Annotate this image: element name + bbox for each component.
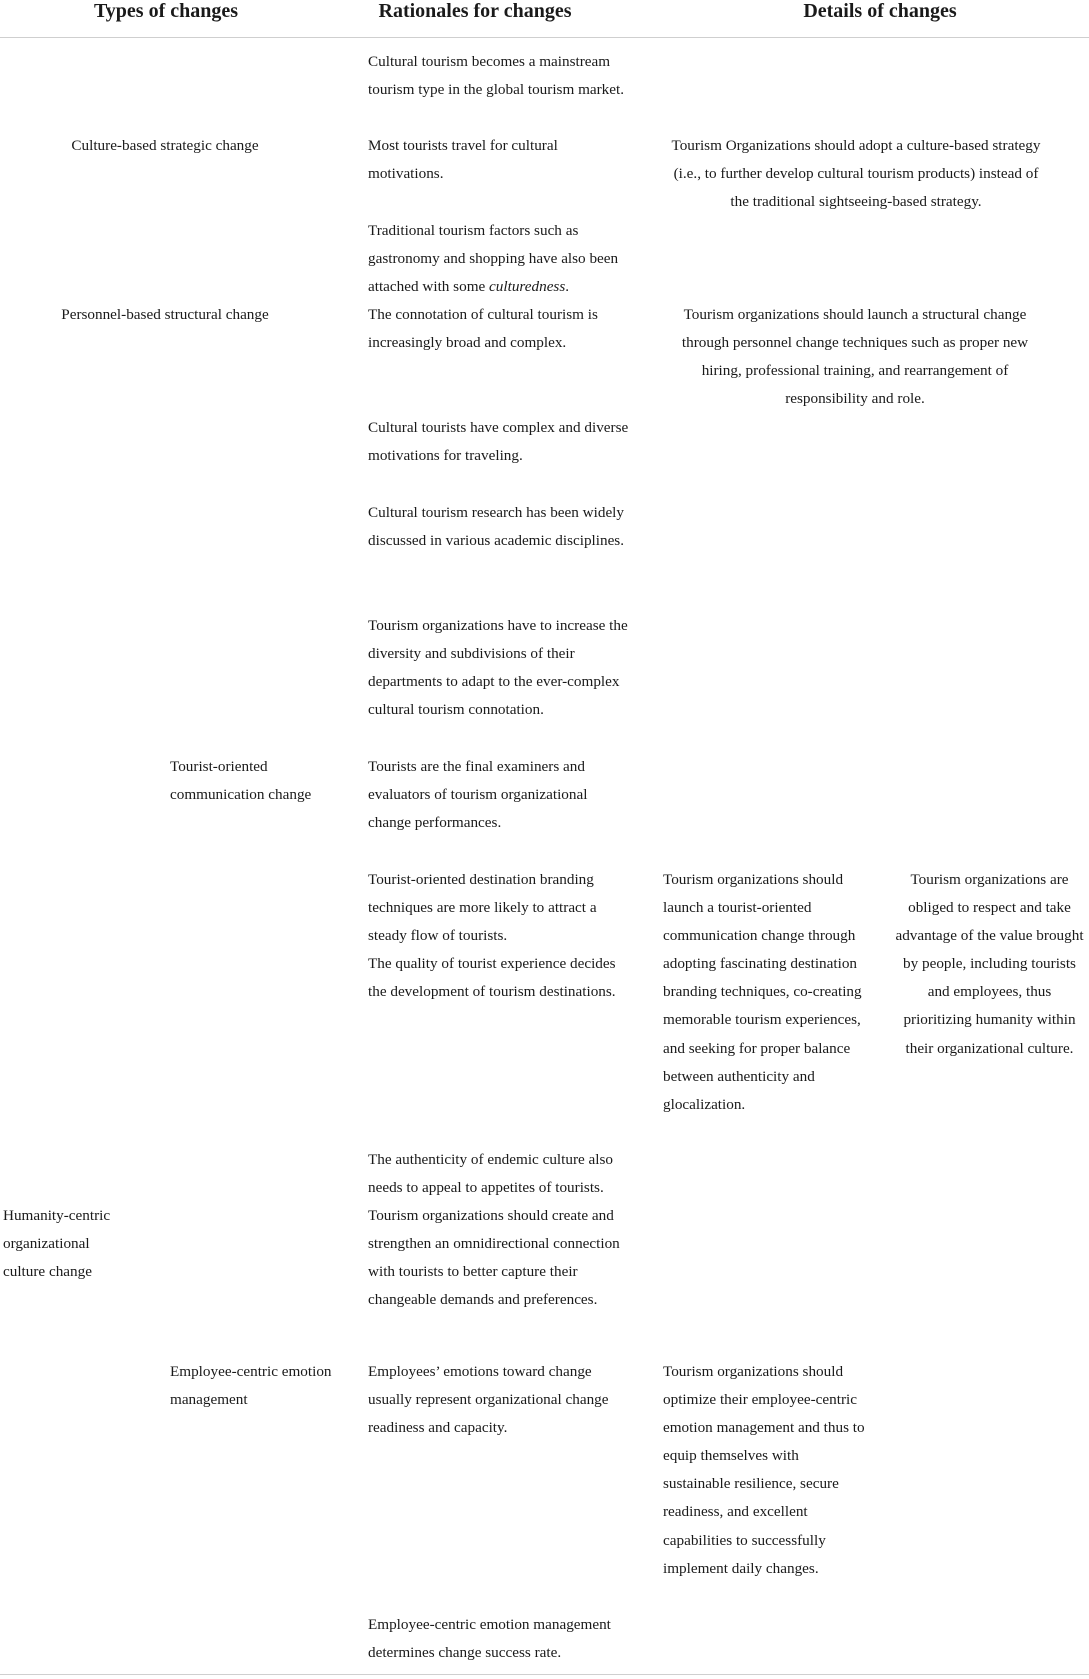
rationale-culturedness-end: . [565, 278, 570, 296]
header-types-of-changes: Types of changes [93, 0, 239, 22]
type-humanity-centric-organizational-culture-change: Humanity-centric organizational culture change [3, 1207, 111, 1281]
rationale-destination-branding: Tourist-oriented destination branding techniques are more likely to attract a steady flow of tourists. [368, 871, 597, 945]
detail-employee-emotion-management: Tourism organizations should optimize their employee-centric emotion management and thus to equip themselves with sustainable resilience, secure readiness, and excellent capabilities to successfully implement daily changes. [663, 1363, 865, 1577]
rationale-tourists-evaluators: Tourists are the final examiners and evaluators of tourism organizational change performances. [368, 758, 588, 832]
header-rationales-for-changes: Rationales for changes [378, 0, 572, 22]
header-rule [0, 37, 1089, 38]
detail-culture-based-strategy: Tourism Organizations should adopt a culture-based strategy (i.e., to further develop cultural tourism products) instead of the traditional sightseeing-based strategy. [671, 137, 1041, 211]
header-details-of-changes: Details of changes [803, 0, 957, 22]
rationale-culturedness-text: Traditional tourism factors such as gastronomy and shopping have also been attached with some [368, 222, 619, 296]
rationale-department-diversity: Tourism organizations have to increase the diversity and subdivisions of their departments to adapt to the ever-complex cultural tourism connotation. [368, 617, 628, 719]
rationale-omnidirectional-connection: Tourism organizations should create and strengthen an omnidirectional connection with tourists to better capture their changeable demands and preferences. [368, 1207, 620, 1309]
type-tourist-oriented-communication-change: Tourist-oriented communication change [170, 758, 312, 804]
bottom-rule [0, 1674, 1089, 1675]
rationale-tourist-experience: The quality of tourist experience decides the development of tourism destinations. [368, 955, 616, 1001]
rationale-emotion-management-success: Employee-centric emotion management determines change success rate. [368, 1616, 611, 1662]
rationale-employee-emotions: Employees’ emotions toward change usually represent organizational change readiness and capacity. [368, 1363, 609, 1437]
rationale-endemic-authenticity: The authenticity of endemic culture also needs to appeal to appetites of tourists. [368, 1151, 614, 1197]
type-personnel-based-structural-change: Personnel-based structural change [61, 306, 269, 323]
type-culture-based-strategic-change: Culture-based strategic change [71, 137, 259, 154]
detail-tourist-oriented-communication: Tourism organizations should launch a tourist-oriented communication change through adopting fascinating destination branding techniques, co-creating memorable tourism experiences, and seeking for proper balance between authenticity and glocalization. [663, 871, 862, 1113]
rationale-complex-motivations: Cultural tourists have complex and diverse motivations for traveling. [368, 419, 629, 465]
type-employee-centric-emotion-management: Employee-centric emotion management [170, 1363, 332, 1409]
rationale-culturedness [368, 217, 630, 301]
detail-structural-change: Tourism organizations should launch a structural change through personnel change techniques such as proper new hiring, professional training, and rearrangement of responsibility and role. [681, 306, 1029, 408]
rationale-academic-disciplines: Cultural tourism research has been widely discussed in various academic disciplines. [368, 504, 625, 550]
rationale-cultural-motivations: Most tourists travel for cultural motivations. [368, 137, 558, 183]
rationale-connotation-broad: The connotation of cultural tourism is increasingly broad and complex. [368, 306, 598, 352]
detail-humanity-culture: Tourism organizations are obliged to respect and take advantage of the value brought by people, including tourists and employees, thus prioritizing humanity within their organizational culture. [895, 871, 1084, 1057]
rationale-mainstream-tourism: Cultural tourism becomes a mainstream tourism type in the global tourism market. [368, 53, 625, 99]
rationale-culturedness-emphasis: culturedness [489, 278, 566, 296]
